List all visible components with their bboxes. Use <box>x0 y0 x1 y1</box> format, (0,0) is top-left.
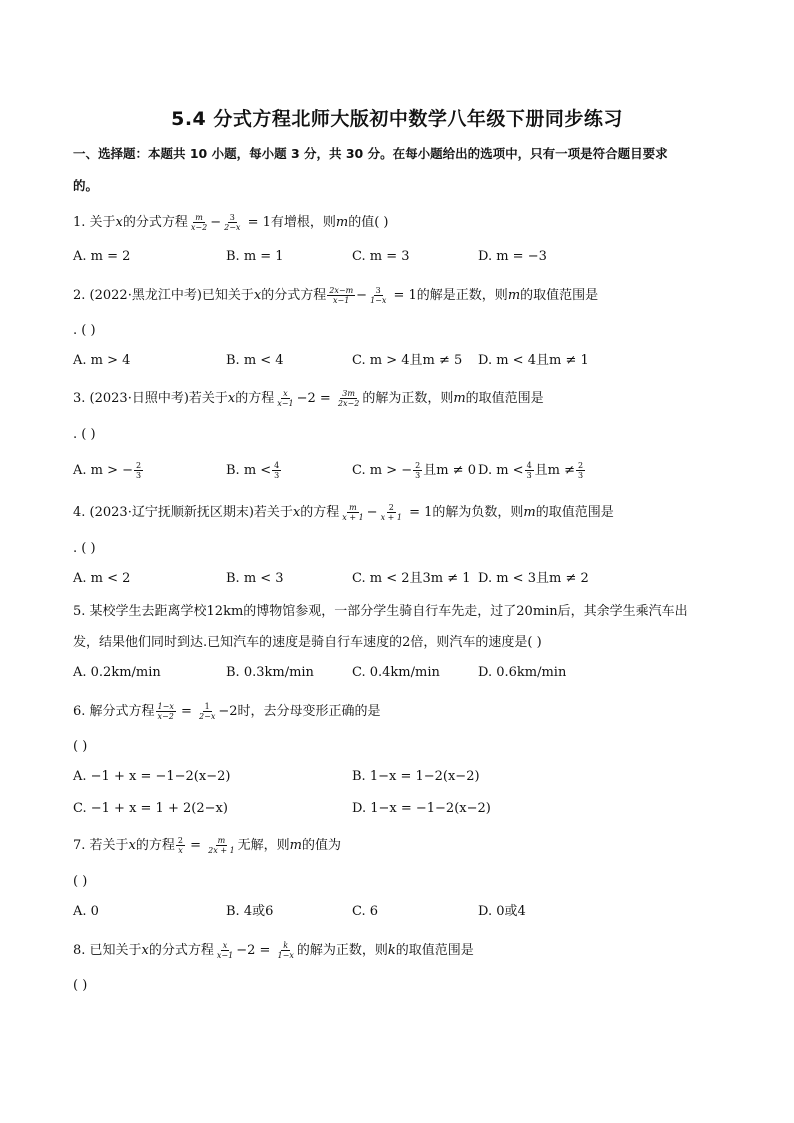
q1-option-d: D. m = −3 <box>478 249 547 264</box>
q2-option-c: C. m > 4且m ≠ 5 <box>352 353 463 368</box>
fraction: $\frac{m}{2x + 1}$ <box>208 836 235 855</box>
question-4: 4. (2023·辽宁抚顺新抚区期末)若关于x的方程 $\frac{m}{x + 1}$ − $\frac{2}{x + 1}$ = 1的解为负数，则m的取值范围是 <box>73 503 614 522</box>
q2-option-d: D. m < 4且m ≠ 1 <box>478 353 589 368</box>
q2-option-a: A. m > 4 <box>73 353 131 368</box>
q7-option-c: C. 6 <box>352 904 379 919</box>
question-6: 6. 解分式方程 $\frac{1-x}{x-2}$ = $\frac{1}{2-x}$ −2时，去分母变形正确的是 <box>73 702 381 721</box>
q1-option-a: A. m = 2 <box>73 249 131 264</box>
q6-option-c: C. −1 + x = 1 + 2(2−x) <box>73 801 228 816</box>
q5-option-b: B. 0.3km/min <box>226 665 314 680</box>
fraction: $\frac{2}{x + 1}$ <box>380 503 402 522</box>
fraction: $\frac{3m}{2x-2}$ <box>337 389 360 408</box>
fraction: $\frac{3}{1-x}$ <box>370 286 387 305</box>
fraction: $\frac{2}{3}$ <box>415 461 421 480</box>
q7-option-b: B. 4或6 <box>226 904 274 919</box>
q7-option-a: A. 0 <box>73 904 99 919</box>
fraction: $\frac{x}{x-1}$ <box>216 941 234 960</box>
q3-option-c: C. m > − $\frac{2}{3}$ 且m ≠ 0 <box>352 461 476 480</box>
q1-option-c: C. m = 3 <box>352 249 410 264</box>
q4-option-c: C. m < 2且3m ≠ 1 <box>352 571 471 586</box>
q5-option-a: A. 0.2km/min <box>73 665 161 680</box>
question-2: 2. (2022·黑龙江中考)已知关于x的分式方程 $\frac{2x-m}{x-1}$ − $\frac{3}{1-x}$ = 1的解是正数，则m的取值范围是 <box>73 286 599 305</box>
fraction: $\frac{2}{3}$ <box>578 461 584 480</box>
q7-option-d: D. 0或4 <box>478 904 526 919</box>
fraction: $\frac{m}{x + 1}$ <box>342 503 364 522</box>
section-header: 一、选择题：本题共 10 小题，每小题 3 分，共 30 分。在每小题给出的选项中，只有一项是符合题目要求 <box>73 146 668 161</box>
fraction: $\frac{3}{2-x}$ <box>224 213 241 232</box>
fraction: $\frac{m}{x-2}$ <box>190 213 208 232</box>
section-header-cont: 的。 <box>73 178 99 193</box>
question-1: 1. 关于x的分式方程 $\frac{m}{x-2}$ − $\frac{3}{2-x}$ = 1有增根，则m的值( ) <box>73 213 389 232</box>
q5-option-d: D. 0.6km/min <box>478 665 567 680</box>
question-6-cont: ( ) <box>73 739 88 754</box>
fraction: $\frac{2}{x}$ <box>177 836 183 855</box>
fraction: $\frac{x}{x-1}$ <box>277 389 294 408</box>
fraction: $\frac{2}{3}$ <box>136 461 142 480</box>
question-2-cont: . ( ) <box>73 323 96 338</box>
question-5: 5. 某校学生去距离学校12km的博物馆参观，一部分学生骑自行车先走，过了20min后，其余学生乘汽车出 <box>73 604 688 619</box>
question-8-cont: ( ) <box>73 978 88 993</box>
q1-option-b: B. m = 1 <box>226 249 284 264</box>
q5-option-c: C. 0.4km/min <box>352 665 440 680</box>
question-4-cont: . ( ) <box>73 541 96 556</box>
question-3: 3. (2023·日照中考)若关于x的方程 $\frac{x}{x-1}$ −2 = $\frac{3m}{2x-2}$ 的解为正数，则m的取值范围是 <box>73 389 544 408</box>
q6-option-a: A. −1 + x = −1−2(x−2) <box>73 769 231 784</box>
fraction: $\frac{2x-m}{x-1}$ <box>329 286 354 305</box>
q3-option-a: A. m > − $\frac{2}{3}$ <box>73 461 142 480</box>
fraction: $\frac{1}{2-x}$ <box>199 702 216 721</box>
fraction: $\frac{4}{3}$ <box>526 461 532 480</box>
fraction: $\frac{k}{1-x}$ <box>277 941 294 960</box>
q4-option-b: B. m < 3 <box>226 571 284 586</box>
q3-option-d: D. m < $\frac{4}{3}$ 且m ≠ $\frac{2}{3}$ <box>478 461 584 480</box>
q4-option-d: D. m < 3且m ≠ 2 <box>478 571 589 586</box>
q6-option-b: B. 1−x = 1−2(x−2) <box>352 769 480 784</box>
question-8: 8. 已知关于x的分式方程 $\frac{x}{x-1}$ −2 = $\frac{k}{1-x}$ 的解为正数，则k的取值范围是 <box>73 941 474 960</box>
q3-option-b: B. m < $\frac{4}{3}$ <box>226 461 280 480</box>
page-title: 5.4 分式方程北师大版初中数学八年级下册同步练习 <box>171 108 623 130</box>
q4-option-a: A. m < 2 <box>73 571 131 586</box>
question-7: 7. 若关于x的方程 $\frac{2}{x}$ = $\frac{m}{2x + 1}$ 无解，则m的值为 <box>73 836 342 855</box>
q2-option-b: B. m < 4 <box>226 353 284 368</box>
fraction: $\frac{4}{3}$ <box>274 461 280 480</box>
fraction: $\frac{1-x}{x-2}$ <box>157 702 174 721</box>
question-3-cont: . ( ) <box>73 427 96 442</box>
question-5-cont: 发，结果他们同时到达.已知汽车的速度是骑自行车速度的2倍，则汽车的速度是( ) <box>73 635 542 650</box>
q6-option-d: D. 1−x = −1−2(x−2) <box>352 801 491 816</box>
question-7-cont: ( ) <box>73 874 88 889</box>
